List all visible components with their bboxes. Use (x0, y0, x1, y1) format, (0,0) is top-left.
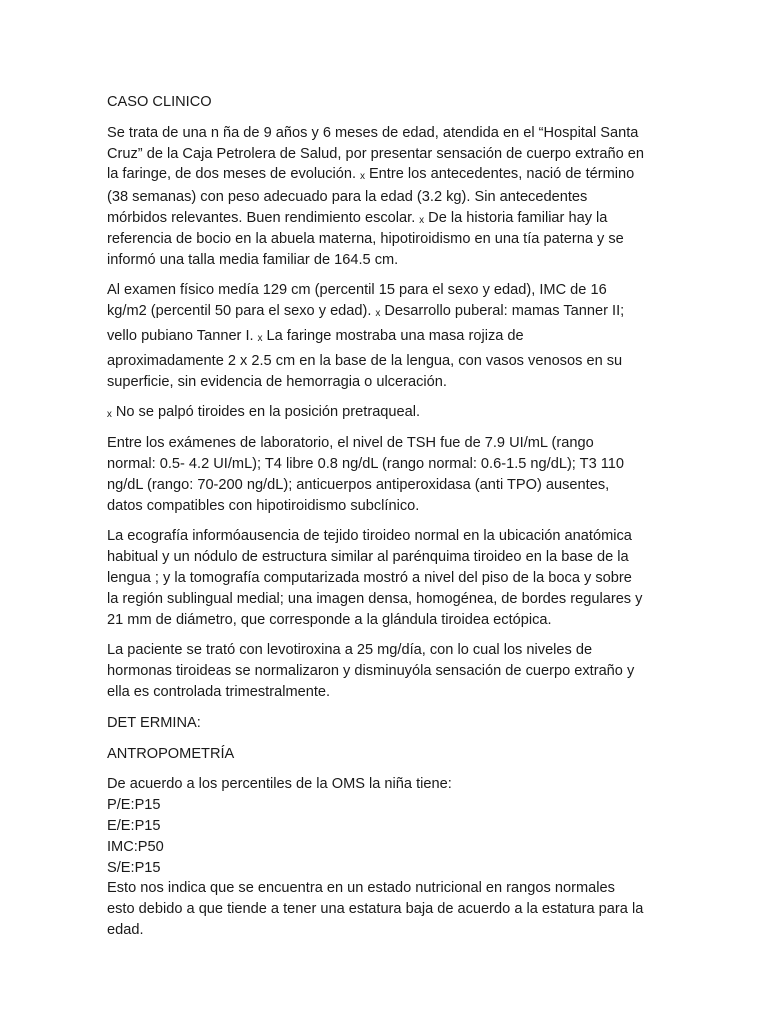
paragraph-thyroid-palpation (107, 402, 667, 423)
text-line: Al examen físico medía 129 cm (percentil 15 para el sexo y edad), IMC de 16 (107, 282, 607, 299)
text-line: La ecografía informóausencia de tejido tiroideo normal en la ubicación anatómica (107, 528, 632, 545)
text-line: hormonas tiroideas se normalizaron y disminuyóla sensación de cuerpo extraño y (107, 663, 635, 680)
text-line: referencia de bocio en la abuela materna, hipotiroidismo en una tía paterna y se (107, 230, 624, 247)
paragraph-case-intro (107, 123, 667, 271)
percentile-item: S/E:P15 (107, 859, 161, 876)
text-line: Entre los exámenes de laboratorio, el nivel de TSH fue de 7.9 UI/mL (rango (107, 435, 594, 452)
text-line: 21 mm de diámetro, que corresponde a la glándula tiroidea ectópica. (107, 611, 552, 628)
text-line: Esto nos indica que se encuentra en un estado nutricional en rangos normales (107, 880, 615, 897)
paragraph-lab-results (107, 433, 667, 516)
document-page (107, 92, 667, 951)
text-line: informó una talla media familiar de 164.5 cm. (107, 251, 399, 268)
text-line: habitual y un nódulo de estructura similar al parénquima tiroideo en la base de la (107, 549, 629, 566)
paragraph-physical-exam (107, 280, 667, 392)
text-line: Se trata de una n ña de 9 años y 6 meses de edad, atendida en el “Hospital Santa (107, 124, 639, 141)
text-line: ng/dL (rango: 70-200 ng/dL); anticuerpos antiperoxidasa (anti TPO) ausentes, (107, 476, 610, 493)
percentile-item: E/E:P15 (107, 817, 161, 834)
text-line: vello pubiano Tanner I. ₓ La faringe mostraba una masa rojiza de (107, 327, 524, 344)
paragraph-percentiles (107, 774, 667, 940)
text-line: la faringe, de dos meses de evolución. ₓ Entre los antecedentes, nació de término (107, 166, 635, 183)
heading-antropometria: ANTROPOMETRÍA (107, 745, 235, 762)
text-line: normal: 0.5- 4.2 UI/mL); T4 libre 0.8 ng/dL (rango normal: 0.6-1.5 ng/dL); T3 110 (107, 455, 625, 472)
text-line: la región sublingual medial; una imagen densa, homogénea, de bordes regulares y (107, 590, 643, 607)
paragraph-imaging (107, 526, 667, 630)
percentile-item: IMC:P50 (107, 838, 164, 855)
text-line: aproximadamente 2 x 2.5 cm en la base de la lengua, con vasos venosos en su (107, 352, 623, 369)
text-line: De acuerdo a los percentiles de la OMS la niña tiene: (107, 776, 452, 793)
percentile-item: P/E:P15 (107, 797, 161, 814)
document-title: CASO CLINICO (107, 94, 212, 110)
text-line: La paciente se trató con levotiroxina a 25 mg/día, con lo cual los niveles de (107, 642, 593, 659)
text-line: mórbidos relevantes. Buen rendimiento escolar. ₓ De la historia familiar hay la (107, 209, 608, 226)
text-line: Cruz” de la Caja Petrolera de Salud, por presentar sensación de cuerpo extraño en (107, 145, 645, 162)
heading-determina: DET ERMINA: (107, 714, 201, 731)
text-line: esto debido a que tiende a tener una estatura baja de acuerdo a la estatura para la (107, 901, 644, 918)
text-line: ₓ No se palpó tiroides en la posición pretraqueal. (107, 404, 421, 421)
text-line: datos compatibles con hipotiroidismo subclínico. (107, 497, 420, 514)
text-line: lengua ; y la tomografía computarizada mostró a nivel del piso de la boca y sobre (107, 569, 632, 586)
text-line: edad. (107, 921, 144, 938)
text-line: (38 semanas) con peso adecuado para la edad (3.2 kg). Sin antecedentes (107, 189, 588, 206)
paragraph-treatment (107, 640, 667, 702)
text-line: superficie, sin evidencia de hemorragia o ulceración. (107, 373, 447, 390)
text-line: ella es controlada trimestralmente. (107, 683, 331, 700)
text-line: kg/m2 (percentil 50 para el sexo y edad). ₓ Desarrollo puberal: mamas Tanner II; (107, 303, 625, 320)
